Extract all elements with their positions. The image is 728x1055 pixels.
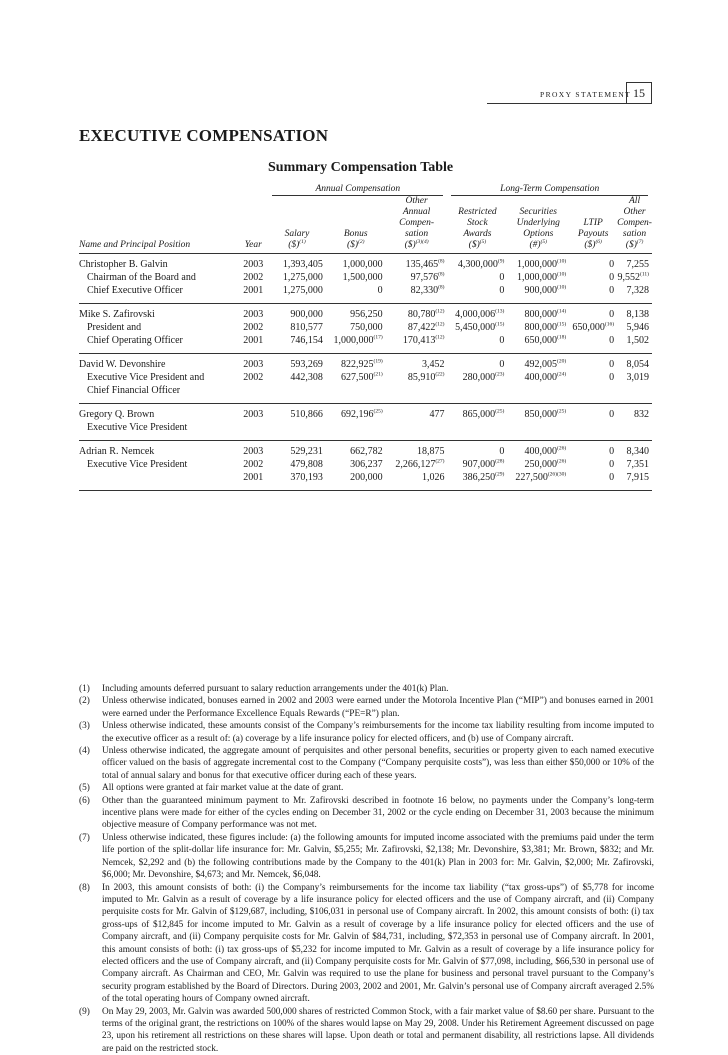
cell-other: 97,576$^{(8)}$ xyxy=(410,271,445,283)
cell-all-other: 832 xyxy=(634,409,649,420)
col-all-other: All Other Compen- sation ($)$^{(7)}$ xyxy=(617,196,652,254)
cell-ltip: 0 xyxy=(609,372,615,383)
cell-ltip xyxy=(569,384,617,404)
table-row xyxy=(79,371,652,384)
cell-restricted: 280,000$^{(23)}$ xyxy=(462,371,505,383)
cell-ltip: 0 xyxy=(609,459,615,470)
col-bonus: Bonus ($)$^{(2)}$ xyxy=(326,196,386,254)
summary-compensation-table xyxy=(79,182,652,491)
cell-bonus xyxy=(326,421,386,441)
cell-options: 800,000$^{(14)}$ xyxy=(524,308,567,320)
footnote-item xyxy=(79,695,654,720)
footnote-number: (8) xyxy=(79,882,90,893)
cell-year: 2003 xyxy=(243,309,264,320)
footnote-item xyxy=(79,795,654,832)
cell-year: 2002 xyxy=(243,459,264,470)
cell-year xyxy=(238,384,268,404)
footnote-number: (7) xyxy=(79,832,90,843)
cell-bonus xyxy=(326,384,386,404)
table-row xyxy=(79,321,652,334)
table-row xyxy=(79,254,652,272)
cell-name: Chairman of the Board and xyxy=(87,272,196,283)
cell-name: Chief Financial Officer xyxy=(79,384,238,404)
cell-year: 2001 xyxy=(238,334,268,354)
cell-all-other: 8,054 xyxy=(626,359,649,370)
cell-all-other: 7,328 xyxy=(617,284,652,304)
col-year: Year xyxy=(238,196,268,254)
cell-ltip: 0 xyxy=(609,409,615,420)
cell-restricted: 4,300,000$^{(9)}$ xyxy=(457,258,505,270)
cell-bonus: 956,250 xyxy=(350,309,383,320)
cell-bonus: 0 xyxy=(326,284,386,304)
footnote-text: Unless otherwise indicated, bonuses earned in 2002 and 2003 were earned under the Motorola Incentive Plan (“MIP”) and bonuses earned in 2001 were earned under the Performance Excellence Equals Rewards (“PE=R”) plan. xyxy=(102,696,654,719)
cell-options xyxy=(507,421,569,441)
cell-other: 87,422$^{(12)}$ xyxy=(407,321,445,333)
cell-restricted: 0 xyxy=(447,334,507,354)
cell-all-other: 7,915 xyxy=(617,471,652,491)
table-row xyxy=(79,441,652,459)
cell-salary: 1,393,405 xyxy=(282,259,323,270)
cell-options: 1,000,000$^{(10)}$ xyxy=(517,271,567,283)
cell-salary: 529,231 xyxy=(290,446,323,457)
cell-name: Christopher B. Galvin xyxy=(79,259,168,270)
cell-year: 2003 xyxy=(243,446,264,457)
footnote-number: (1) xyxy=(79,684,90,694)
cell-salary: 1,275,000 xyxy=(282,272,323,283)
cell-all-other: 3,019 xyxy=(626,372,649,383)
cell-restricted: 0 xyxy=(499,446,505,457)
cell-all-other: 7,351 xyxy=(626,459,649,470)
cell-year: 2003 xyxy=(243,409,264,420)
table-row xyxy=(79,271,652,284)
cell-other: 85,910$^{(22)}$ xyxy=(407,371,445,383)
table-row xyxy=(79,421,652,441)
table-row xyxy=(79,404,652,422)
footnote-item xyxy=(79,683,654,695)
cell-year: 2001 xyxy=(238,284,268,304)
cell-name: Chief Operating Officer xyxy=(79,334,238,354)
cell-all-other: 7,255 xyxy=(626,259,649,270)
cell-salary: 810,577 xyxy=(290,322,323,333)
col-ltip: LTIP Payouts ($)$^{(6)}$ xyxy=(569,196,617,254)
cell-name: David W. Devonshire xyxy=(79,359,166,370)
cell-bonus: 1,000,000 xyxy=(342,259,383,270)
cell-name: Executive Vice President xyxy=(79,421,238,441)
cell-other: 1,026 xyxy=(386,471,448,491)
cell-options: 650,000$^{(18)}$ xyxy=(507,334,569,354)
col-salary: Salary ($)$^{(1)}$ xyxy=(268,196,326,254)
section-title: EXECUTIVE COMPENSATION xyxy=(79,126,329,145)
cell-salary xyxy=(268,421,326,441)
cell-options: 492,005$^{(20)}$ xyxy=(524,358,567,370)
cell-ltip: 0 xyxy=(609,272,615,283)
cell-other: 135,465$^{(8)}$ xyxy=(405,258,445,270)
group-header-row xyxy=(79,182,652,196)
cell-name: President and xyxy=(87,322,142,333)
table-row xyxy=(79,354,652,372)
cell-all-other xyxy=(617,421,652,441)
cell-other: 477 xyxy=(429,409,445,420)
cell-restricted: 4,000,006$^{(13)}$ xyxy=(455,308,505,320)
annual-comp-group: Annual Compensation xyxy=(268,182,447,196)
col-securities-options: Securities Underlying Options (#)$^{(5)}$ xyxy=(507,196,569,254)
page-number: 15 xyxy=(626,82,652,104)
table-row xyxy=(79,304,652,322)
cell-options: 800,000$^{(15)}$ xyxy=(524,321,567,333)
table-row xyxy=(79,334,652,354)
cell-restricted: 0 xyxy=(499,359,505,370)
table-row xyxy=(79,471,652,491)
cell-restricted xyxy=(447,384,507,404)
cell-other xyxy=(386,384,448,404)
cell-name: Executive Vice President and xyxy=(87,372,205,383)
cell-year: 2003 xyxy=(243,359,264,370)
cell-other: 82,330$^{(8)}$ xyxy=(386,284,448,304)
cell-restricted: 0 xyxy=(499,272,505,283)
footnote-text: Unless otherwise indicated, the aggregate amount of perquisites and other personal benefits, securities or property given to each named executive officer valued on the basis of aggregate incremental cost to the Company (“Company perquisite costs”), was less than either $50,000 or 10% of the total of annual salary and bonus for that executive officer during each of these years. xyxy=(102,746,654,781)
footnote-item xyxy=(79,882,654,1006)
footnote-text: Including amounts deferred pursuant to salary reduction arrangements under the 401(k) Plan. xyxy=(102,684,449,694)
cell-other: 3,452 xyxy=(421,359,445,370)
cell-bonus: 1,000,000$^{(17)}$ xyxy=(326,334,386,354)
footnote-text: All options were granted at fair market value at the date of grant. xyxy=(102,783,344,794)
cell-bonus: 306,237 xyxy=(350,459,383,470)
footnotes xyxy=(79,683,654,1055)
cell-ltip: 0 xyxy=(609,309,615,320)
cell-bonus: 627,500$^{(21)}$ xyxy=(341,371,383,383)
cell-restricted: 865,000$^{(25)}$ xyxy=(462,408,505,420)
long-term-comp-group: Long-Term Compensation xyxy=(447,182,652,196)
cell-bonus: 822,925$^{(19)}$ xyxy=(341,358,383,370)
cell-all-other: 8,340 xyxy=(626,446,649,457)
cell-salary: 593,269 xyxy=(290,359,323,370)
cell-all-other: 8,138 xyxy=(626,309,649,320)
cell-restricted xyxy=(447,421,507,441)
footnote-item xyxy=(79,782,654,794)
cell-salary: 1,275,000 xyxy=(268,284,326,304)
col-name: Name and Principal Position xyxy=(79,196,238,254)
cell-ltip: 0 xyxy=(609,359,615,370)
cell-name xyxy=(79,471,238,491)
cell-salary: 900,000 xyxy=(290,309,323,320)
cell-name: Adrian R. Nemcek xyxy=(79,446,155,457)
cell-other: 170,413$^{(12)}$ xyxy=(386,334,448,354)
footnote-item xyxy=(79,1006,654,1055)
cell-other xyxy=(386,421,448,441)
footnote-text: Unless otherwise indicated, these amounts consist of the Company’s reimbursements for the income tax liability resulting from income imputed to the executive officer as a result of: (a) coverage by a life insurance policy for elected officers, and (b) use of Company aircraft. xyxy=(102,721,654,744)
cell-ltip: 0 xyxy=(609,259,615,270)
cell-salary: 510,866 xyxy=(290,409,323,420)
cell-restricted: 5,450,000$^{(15)}$ xyxy=(455,321,505,333)
footnote-text: In 2003, this amount consists of both: (i) the Company’s reimbursements for the income tax liability (“tax gross-ups”) of $5,778 for income imputed to Mr. Galvin as a result of coverage by a life insurance policy for elected officers and the use of Company aircraft, and (ii) Company perquisite costs for Mr. Galvin of $129,687, including, $106,031 in personal use of Company aircraft. In 2002, this amount consists of both: (i) tax gross-ups of $12,845 for income imputed to Mr. Galvin as a result of coverage by a life insurance policy for elected officers and the use of Company aircraft, and (ii) Company perquisite costs for Mr. Galvin of $84,731, including, $72,353 in personal use of Company aircraft. In 2001, this amount consists of both: (i) tax gross-ups of $5,232 for income imputed to Mr. Galvin as a result of coverage by a life insurance policy for elected officers and the use of Company aircraft, and (ii) Company perquisite costs for Mr. Galvin of $77,098, including, $66,530 in personal use of Company aircraft. As Chairman and CEO, Mr. Galvin was required to use the plane for business and personal travel pursuant to the Company’s security program established by the Board of Directors. During 2003, 2002 and 2001, Mr. Galvin’s personal use of Company aircraft averaged 2.5% of the total operating hours of Company owned aircraft. xyxy=(102,882,654,1005)
cell-bonus: 1,500,000 xyxy=(342,272,383,283)
footnote-text: Unless otherwise indicated, these figures include: (a) the following amounts for imputed income associated with the premiums paid under the term life portion of the split-dollar life insurance for: Mr. Galvin, $5,255; Mr. Zafirovski, $2,138; Mr. Devonshire, $3,381; Mr. Brown, $832; and Mr. Nemcek, $2,292 and (b) the following contributions made by the Company to the 401(k) Plan in 2003 for: Mr. Galvin, $2,000; Mr. Zafirovski, $6,000; Mr. Devonshire, $4,673; and Mr. Nemcek, $6,048. xyxy=(102,832,654,881)
footnote-text: Other than the guaranteed minimum payment to Mr. Zafirovski described in footnote 16 below, no payments under the Company’s long-term incentive plans were made for either of the cycles ending on December 31, 2002 or the cycle ending on December 31, 2003 because the minimum objective measure of Company performance was not met. xyxy=(102,795,654,831)
cell-restricted: 0 xyxy=(447,284,507,304)
cell-ltip xyxy=(569,421,617,441)
running-header: PROXY STATEMENT xyxy=(540,90,632,99)
cell-year: 2002 xyxy=(243,372,264,383)
footnote-item xyxy=(79,832,654,882)
cell-all-other: 1,502 xyxy=(617,334,652,354)
footnote-number: (5) xyxy=(79,783,90,794)
cell-all-other xyxy=(617,384,652,404)
column-header-row xyxy=(79,196,652,254)
cell-options xyxy=(507,384,569,404)
cell-bonus: 750,000 xyxy=(350,322,383,333)
footnote-item xyxy=(79,720,654,745)
cell-year: 2003 xyxy=(243,259,264,270)
table-body xyxy=(79,254,652,491)
cell-options: 250,000$^{(26)}$ xyxy=(524,458,567,470)
cell-options: 850,000$^{(25)}$ xyxy=(524,408,567,420)
cell-ltip: 0 xyxy=(609,446,615,457)
table-row xyxy=(79,458,652,471)
cell-ltip: 0 xyxy=(569,334,617,354)
cell-salary: 370,193 xyxy=(268,471,326,491)
col-restricted-stock: Restricted Stock Awards ($)$^{(5)}$ xyxy=(447,196,507,254)
cell-options: 900,000$^{(10)}$ xyxy=(507,284,569,304)
table-row xyxy=(79,284,652,304)
cell-options: 1,000,000$^{(10)}$ xyxy=(517,258,567,270)
cell-salary xyxy=(268,384,326,404)
cell-restricted: 386,250$^{(29)}$ xyxy=(447,471,507,491)
cell-ltip: 0 xyxy=(569,471,617,491)
footnote-item xyxy=(79,745,654,782)
cell-other: 80,780$^{(12)}$ xyxy=(407,308,445,320)
cell-name: Chief Executive Officer xyxy=(79,284,238,304)
cell-name: Gregory Q. Brown xyxy=(79,409,155,420)
cell-salary: 442,308 xyxy=(290,372,323,383)
cell-options: 400,000$^{(24)}$ xyxy=(524,371,567,383)
cell-salary: 479,808 xyxy=(290,459,323,470)
footnote-number: (2) xyxy=(79,696,90,707)
cell-options: 400,000$^{(26)}$ xyxy=(524,445,567,457)
cell-other: 2,266,127$^{(27)}$ xyxy=(395,458,445,470)
cell-salary: 746,154 xyxy=(268,334,326,354)
footnote-number: (4) xyxy=(79,746,90,757)
cell-ltip: 0 xyxy=(569,284,617,304)
cell-year: 2002 xyxy=(243,272,264,283)
cell-name: Executive Vice President xyxy=(87,459,188,470)
footnote-number: (6) xyxy=(79,795,90,806)
table-row xyxy=(79,384,652,404)
cell-bonus: 662,782 xyxy=(350,446,383,457)
cell-ltip: 650,000$^{(16)}$ xyxy=(572,321,615,333)
footnote-number: (9) xyxy=(79,1006,90,1017)
col-other-annual: Other Annual Compen- sation ($)$^{(3)(4)}$ xyxy=(386,196,448,254)
table-title: Summary Compensation Table xyxy=(268,160,454,175)
cell-bonus: 200,000 xyxy=(326,471,386,491)
cell-name: Mike S. Zafirovski xyxy=(79,309,155,320)
cell-options: $227,500^{(26)(30)}$ xyxy=(507,471,569,491)
cell-restricted: 907,000$^{(28)}$ xyxy=(462,458,505,470)
cell-year: 2001 xyxy=(238,471,268,491)
footnote-number: (3) xyxy=(79,721,90,732)
cell-all-other: 9,552$^{(11)}$ xyxy=(617,271,649,283)
cell-all-other: 5,946 xyxy=(626,322,649,333)
cell-year xyxy=(238,421,268,441)
cell-year: 2002 xyxy=(243,322,264,333)
cell-bonus: 692,196$^{(25)}$ xyxy=(341,408,383,420)
footnote-text: On May 29, 2003, Mr. Galvin was awarded 500,000 shares of restricted Common Stock, with a fair market value of $8.60 per share. Pursuant to the terms of the original grant, the restrictions on 100% of the shares would lapse on May 29, 2008. Under his Retirement Agreement discussed on page 23, upon his retirement all restrictions on these shares will lapse. Upon death or total and permanent disability, all restrictions lapse. All dividends are paid on the restricted stock. xyxy=(102,1006,654,1054)
cell-other: 18,875 xyxy=(416,446,445,457)
